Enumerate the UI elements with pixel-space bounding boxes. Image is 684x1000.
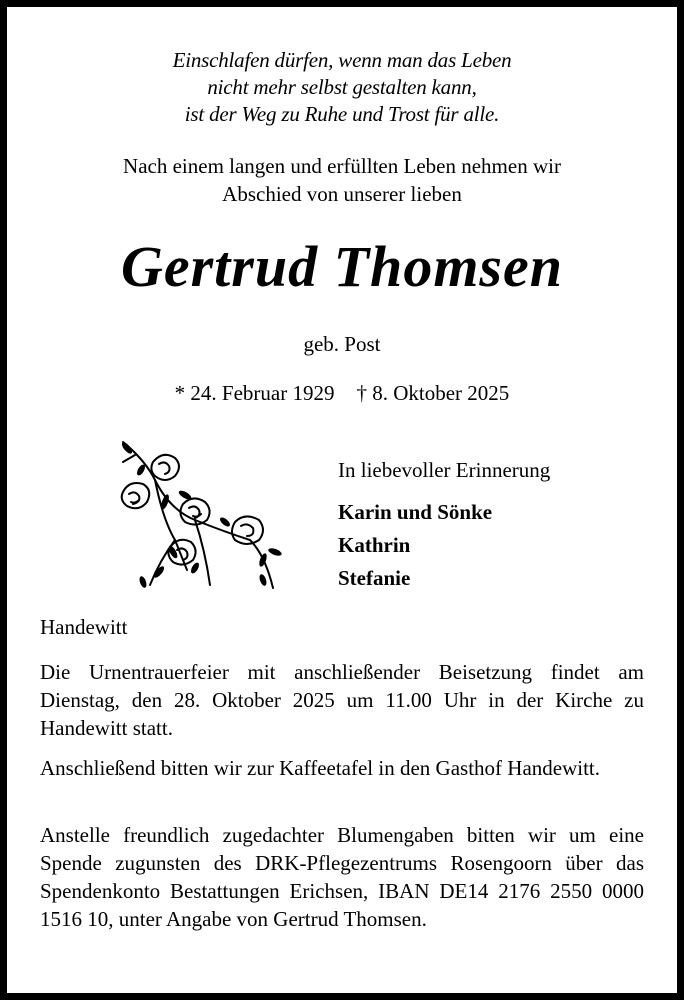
- intro-line: Abschied von unserer lieben: [222, 182, 462, 206]
- ceremony-paragraph: Die Urnentrauerfeier mit anschließender Beisetzung findet am Dienstag, den 28. Oktober 2025 um 11.00 Uhr in der Kirche zu Handewitt statt.: [40, 660, 644, 740]
- roses-icon: [115, 440, 290, 590]
- reception-paragraph: Anschließend bitten wir zur Kaffeetafel in den Gasthof Handewitt.: [40, 756, 601, 780]
- intro-text: [7, 152, 677, 208]
- life-dates: [7, 381, 677, 406]
- mourners-list: [338, 496, 492, 595]
- death-date: † 8. Oktober 2025: [356, 381, 510, 405]
- verse-line: nicht mehr selbst gestalten kann,: [207, 75, 477, 99]
- donation-paragraph: Anstelle freundlich zugedachter Blumengaben bitten wir um eine Spende zugunsten des DRK-Pflegezentrums Rosengoorn über das Spendenkonto Bestattungen Erichsen, IBAN DE14 2176 2550 0000 1516 10, unter Angabe von Gertrud Thomsen.: [40, 823, 644, 931]
- mourner: Karin und Sönke: [338, 500, 493, 524]
- verse-line: Einschlafen dürfen, wenn man das Leben: [172, 48, 512, 72]
- memory-line: In liebevoller Erinnerung: [338, 458, 551, 482]
- mourner: Stefanie: [338, 566, 411, 590]
- mourner: Kathrin: [338, 533, 411, 557]
- intro-line: Nach einem langen und erfüllten Leben nehmen wir: [123, 154, 561, 178]
- verse-line: ist der Weg zu Ruhe und Trost für alle.: [184, 102, 500, 126]
- deceased-name: Gertrud Thomsen: [120, 234, 563, 299]
- verse: [7, 47, 677, 128]
- place: Handewitt: [40, 615, 128, 639]
- birth-date: * 24. Februar 1929: [174, 381, 335, 405]
- maiden-name: geb. Post: [303, 332, 381, 356]
